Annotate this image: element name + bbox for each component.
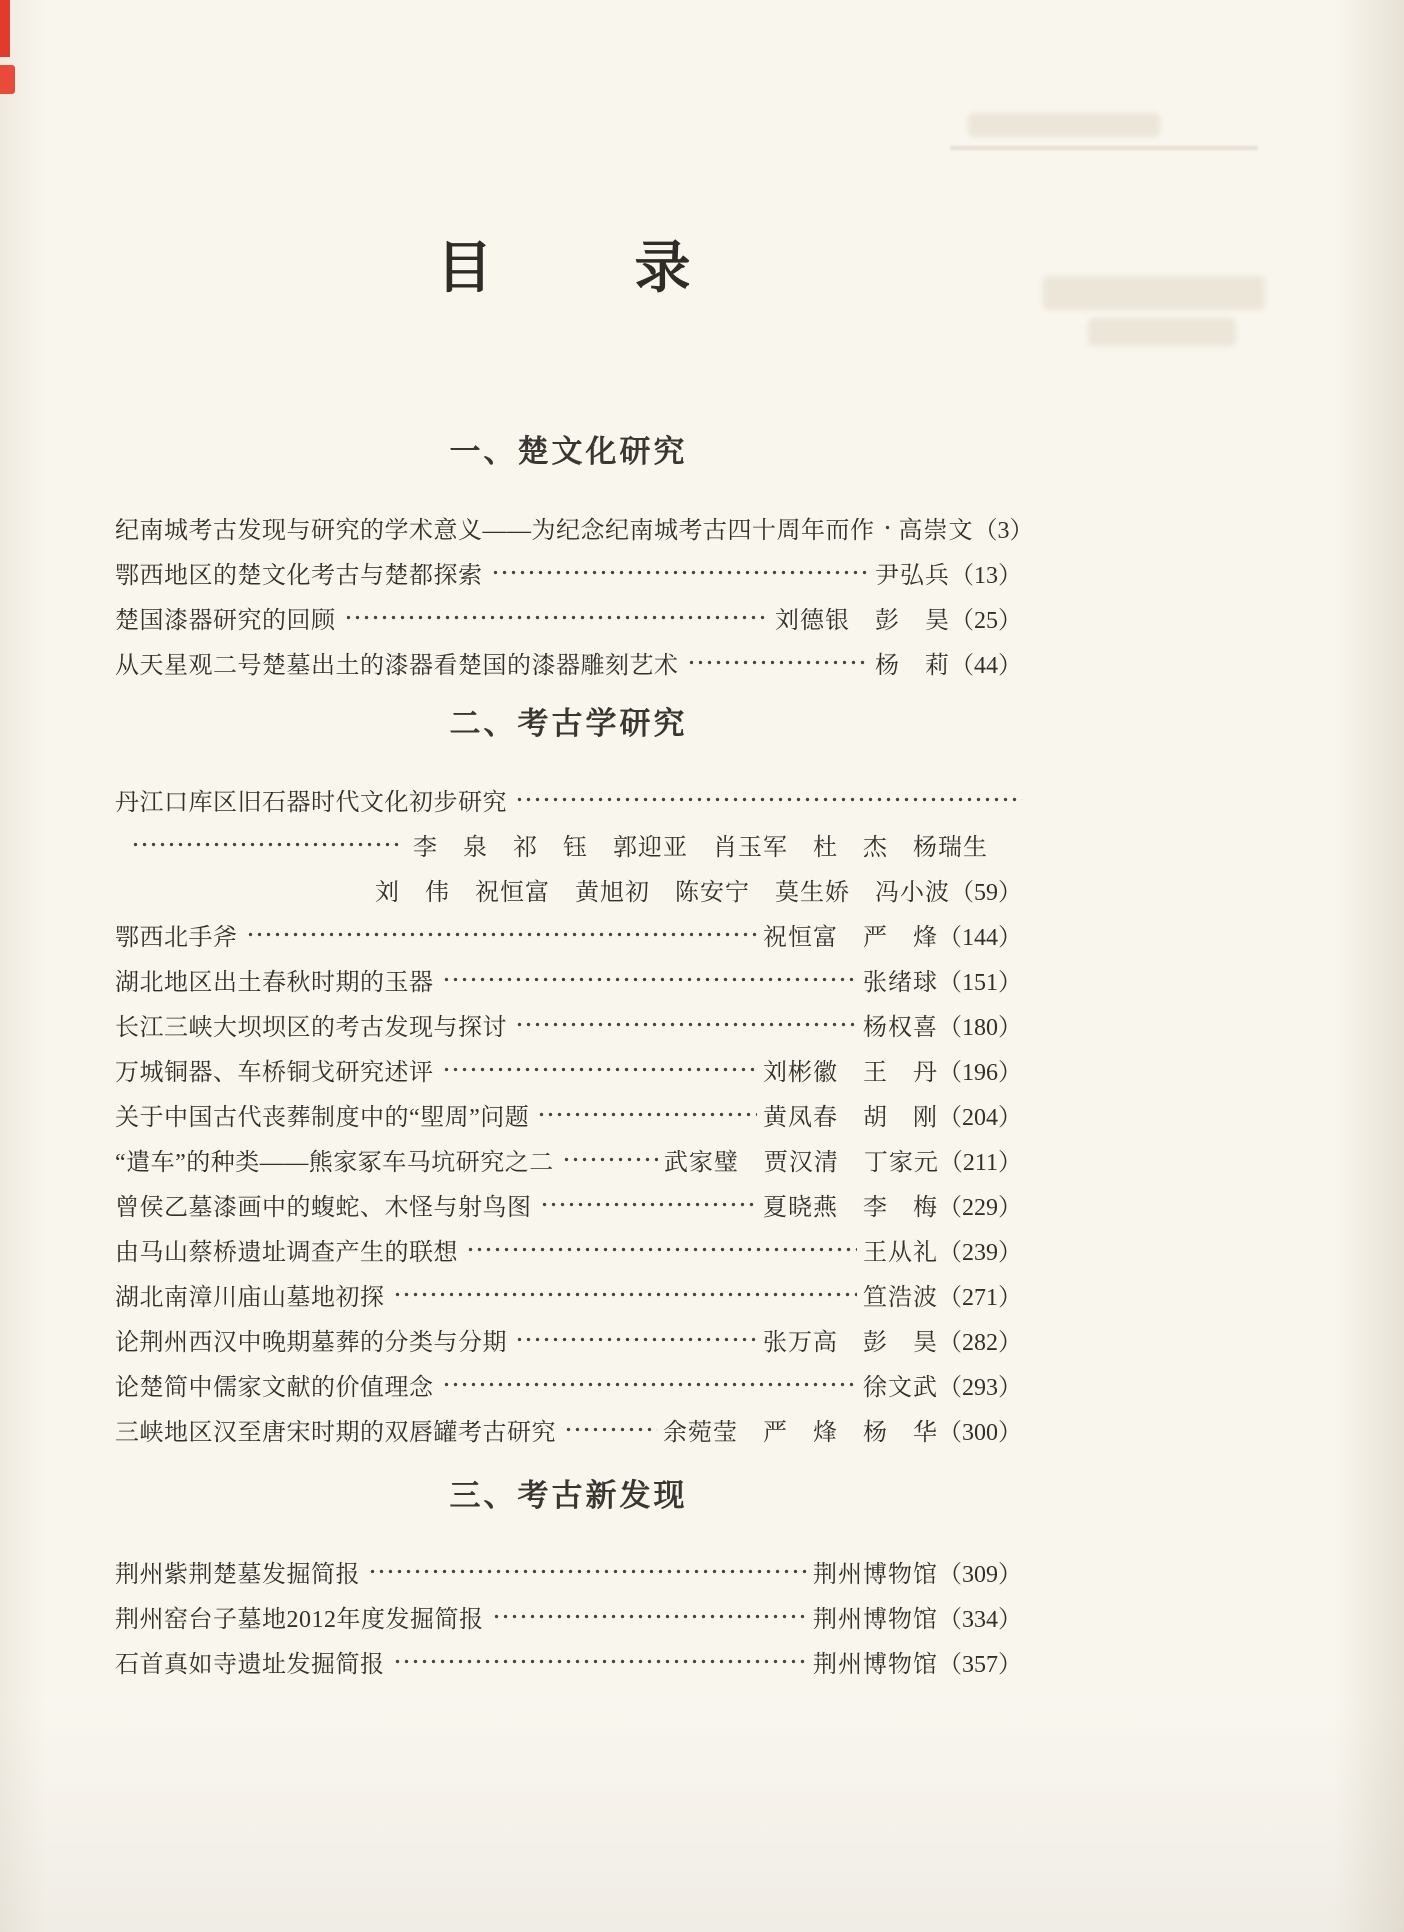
entry-page: （25） [950,608,1022,634]
toc-entry [115,1639,1022,1684]
bleed-through-mark [1043,276,1265,310]
dot-leader [515,1317,757,1362]
toc-entry [115,1549,1022,1594]
toc-entry [115,1227,1022,1272]
entry-authors: 高崇文 [898,518,974,544]
entry-authors: 李 泉 祁 钰 郭迎亚 肖玉军 杜 杰 杨瑞生 [413,835,988,861]
entry-page: （180） [938,1015,1022,1041]
dot-leader [393,1639,808,1684]
entry-page: （3） [973,518,1034,544]
entry-title: 楚国漆器研究的回顾 [115,608,336,634]
entry-title: 荆州窑台子墓地2012年度发掘简报 [115,1607,484,1633]
toc-entry [115,912,1022,957]
toc-entry [115,1137,1022,1182]
dot-leader [442,1362,858,1407]
entry-authors: 笪浩波 [863,1285,938,1311]
entry-title: 从天星观二号楚墓出土的漆器看楚国的漆器雕刻艺术 [115,653,679,679]
toc-entry [115,1182,1022,1227]
entry-page: （144） [938,925,1022,951]
toc-entry [115,595,1022,640]
dot-leader [540,1182,758,1227]
entry-authors: 杨 莉 [875,653,950,679]
entry-page: （151） [938,970,1022,996]
entry-title: 鄂西地区的楚文化考古与楚都探索 [115,563,483,589]
entry-authors: 武家璧 贾汉清 丁家元 [663,1150,939,1176]
entry-page: （229） [938,1195,1022,1221]
toc-entry [115,1594,1022,1639]
entry-title: 荆州紫荆楚墓发掘简报 [115,1562,360,1588]
toc-entry [115,550,1022,595]
entry-authors: 余菀莹 严 烽 杨 华 [663,1420,938,1446]
entry-page: （59） [950,880,1022,906]
entry-authors: 荆州博物馆 [813,1607,938,1633]
entry-title: 论楚简中儒家文献的价值理念 [115,1375,434,1401]
entry-authors: 徐文武 [863,1375,938,1401]
entry-page: （282） [938,1330,1022,1356]
red-edge-mark [0,0,10,57]
section-heading: 一、楚文化研究 [449,434,688,469]
entry-page: （239） [938,1240,1022,1266]
entry-title: 鄂西北手斧 [115,925,238,951]
bleed-through-mark [1088,318,1236,346]
entry-authors: 黄凤春 胡 刚 [763,1105,938,1131]
entry-page: （196） [938,1060,1022,1086]
toc-entry [115,1092,1022,1137]
entry-page: （334） [938,1607,1022,1633]
toc-entry-authors-line [115,822,1022,867]
dot-leader [537,1092,757,1137]
entry-authors: 荆州博物馆 [813,1652,938,1678]
dot-leader [564,1407,657,1452]
toc-entry-authors-line [115,867,1022,912]
dot-leader [883,505,893,550]
toc-entry [115,777,1022,822]
dot-leader [442,957,858,1002]
entry-authors: 刘德银 彭 昊 [775,608,950,634]
entry-title: 湖北地区出土春秋时期的玉器 [115,970,434,996]
entry-title: 三峡地区汉至唐宋时期的双唇罐考古研究 [115,1420,556,1446]
toc-entry [115,1407,1022,1452]
toc-entry [115,1002,1022,1047]
entry-page: （44） [950,653,1022,679]
entry-page: （13） [950,563,1022,589]
dot-leader [687,640,870,685]
red-edge-mark [0,65,15,94]
entry-title: 万城铜器、车桥铜戈研究述评 [115,1060,434,1086]
entry-authors: 张绪球 [863,970,938,996]
toc-entry [115,1047,1022,1092]
entry-authors: 王从礼 [863,1240,938,1266]
entry-page: （293） [938,1375,1022,1401]
page-title: 目 录 [436,238,701,300]
toc-entry [115,1362,1022,1407]
dot-leader [491,550,870,595]
section-heading: 三、考古新发现 [449,1478,688,1513]
dot-leader [492,1594,808,1639]
dot-leader [466,1227,857,1272]
dot-leader [393,1272,858,1317]
toc-entry [115,640,1022,685]
section-chu-culture [115,426,1034,685]
dot-leader [515,777,1022,822]
entry-title: 论荆州西汉中晚期墓葬的分类与分期 [115,1330,507,1356]
bleed-through-mark [950,146,1258,150]
entry-page: （204） [938,1105,1022,1131]
entry-authors: 刘彬徽 王 丹 [763,1060,938,1086]
toc-entry [115,1317,1022,1362]
dot-leader [515,1002,857,1047]
toc-entry [115,957,1022,1002]
entry-page: （300） [938,1420,1022,1446]
entry-authors: 刘 伟 祝恒富 黄旭初 陈安宁 莫生娇 冯小波 [375,880,950,906]
dot-leader [562,1137,658,1182]
entry-authors: 祝恒富 严 烽 [763,925,938,951]
entry-page: （211） [938,1150,1022,1176]
entry-title: 长江三峡大坝坝区的考古发现与探讨 [115,1015,507,1041]
entry-title: 石首真如寺遗址发掘简报 [115,1652,385,1678]
toc-entry [115,505,1034,550]
entry-title: 纪南城考古发现与研究的学术意义——为纪念纪南城考古四十周年而作 [115,518,875,544]
entry-title: 湖北南漳川庙山墓地初探 [115,1285,385,1311]
entry-title: 丹江口库区旧石器时代文化初步研究 [115,790,507,816]
entry-title: 曾侯乙墓漆画中的蝮蛇、木怪与射鸟图 [115,1195,532,1221]
dot-leader [344,595,770,640]
section-new-discoveries [115,1470,1022,1684]
entry-page: （271） [938,1285,1022,1311]
entry-title: “遣车”的种类——熊家冢车马坑研究之二 [115,1150,554,1176]
dot-leader [442,1047,758,1092]
section-archaeology-research [115,698,1022,1452]
dot-leader [368,1549,807,1594]
entry-page: （309） [938,1562,1022,1588]
dot-leader [246,912,758,957]
bleed-through-mark [968,113,1160,137]
entry-authors: 张万高 彭 昊 [763,1330,938,1356]
entry-title: 由马山蔡桥遗址调查产生的联想 [115,1240,458,1266]
entry-authors: 荆州博物馆 [813,1562,938,1588]
entry-authors: 杨权喜 [863,1015,938,1041]
section-heading: 二、考古学研究 [449,706,688,741]
entry-title: 关于中国古代丧葬制度中的“堲周”问题 [115,1105,530,1131]
toc-entry [115,1272,1022,1317]
entry-authors: 尹弘兵 [875,563,950,589]
entry-authors: 夏晓燕 李 梅 [763,1195,938,1221]
dot-leader [131,822,399,867]
entry-page: （357） [938,1652,1022,1678]
